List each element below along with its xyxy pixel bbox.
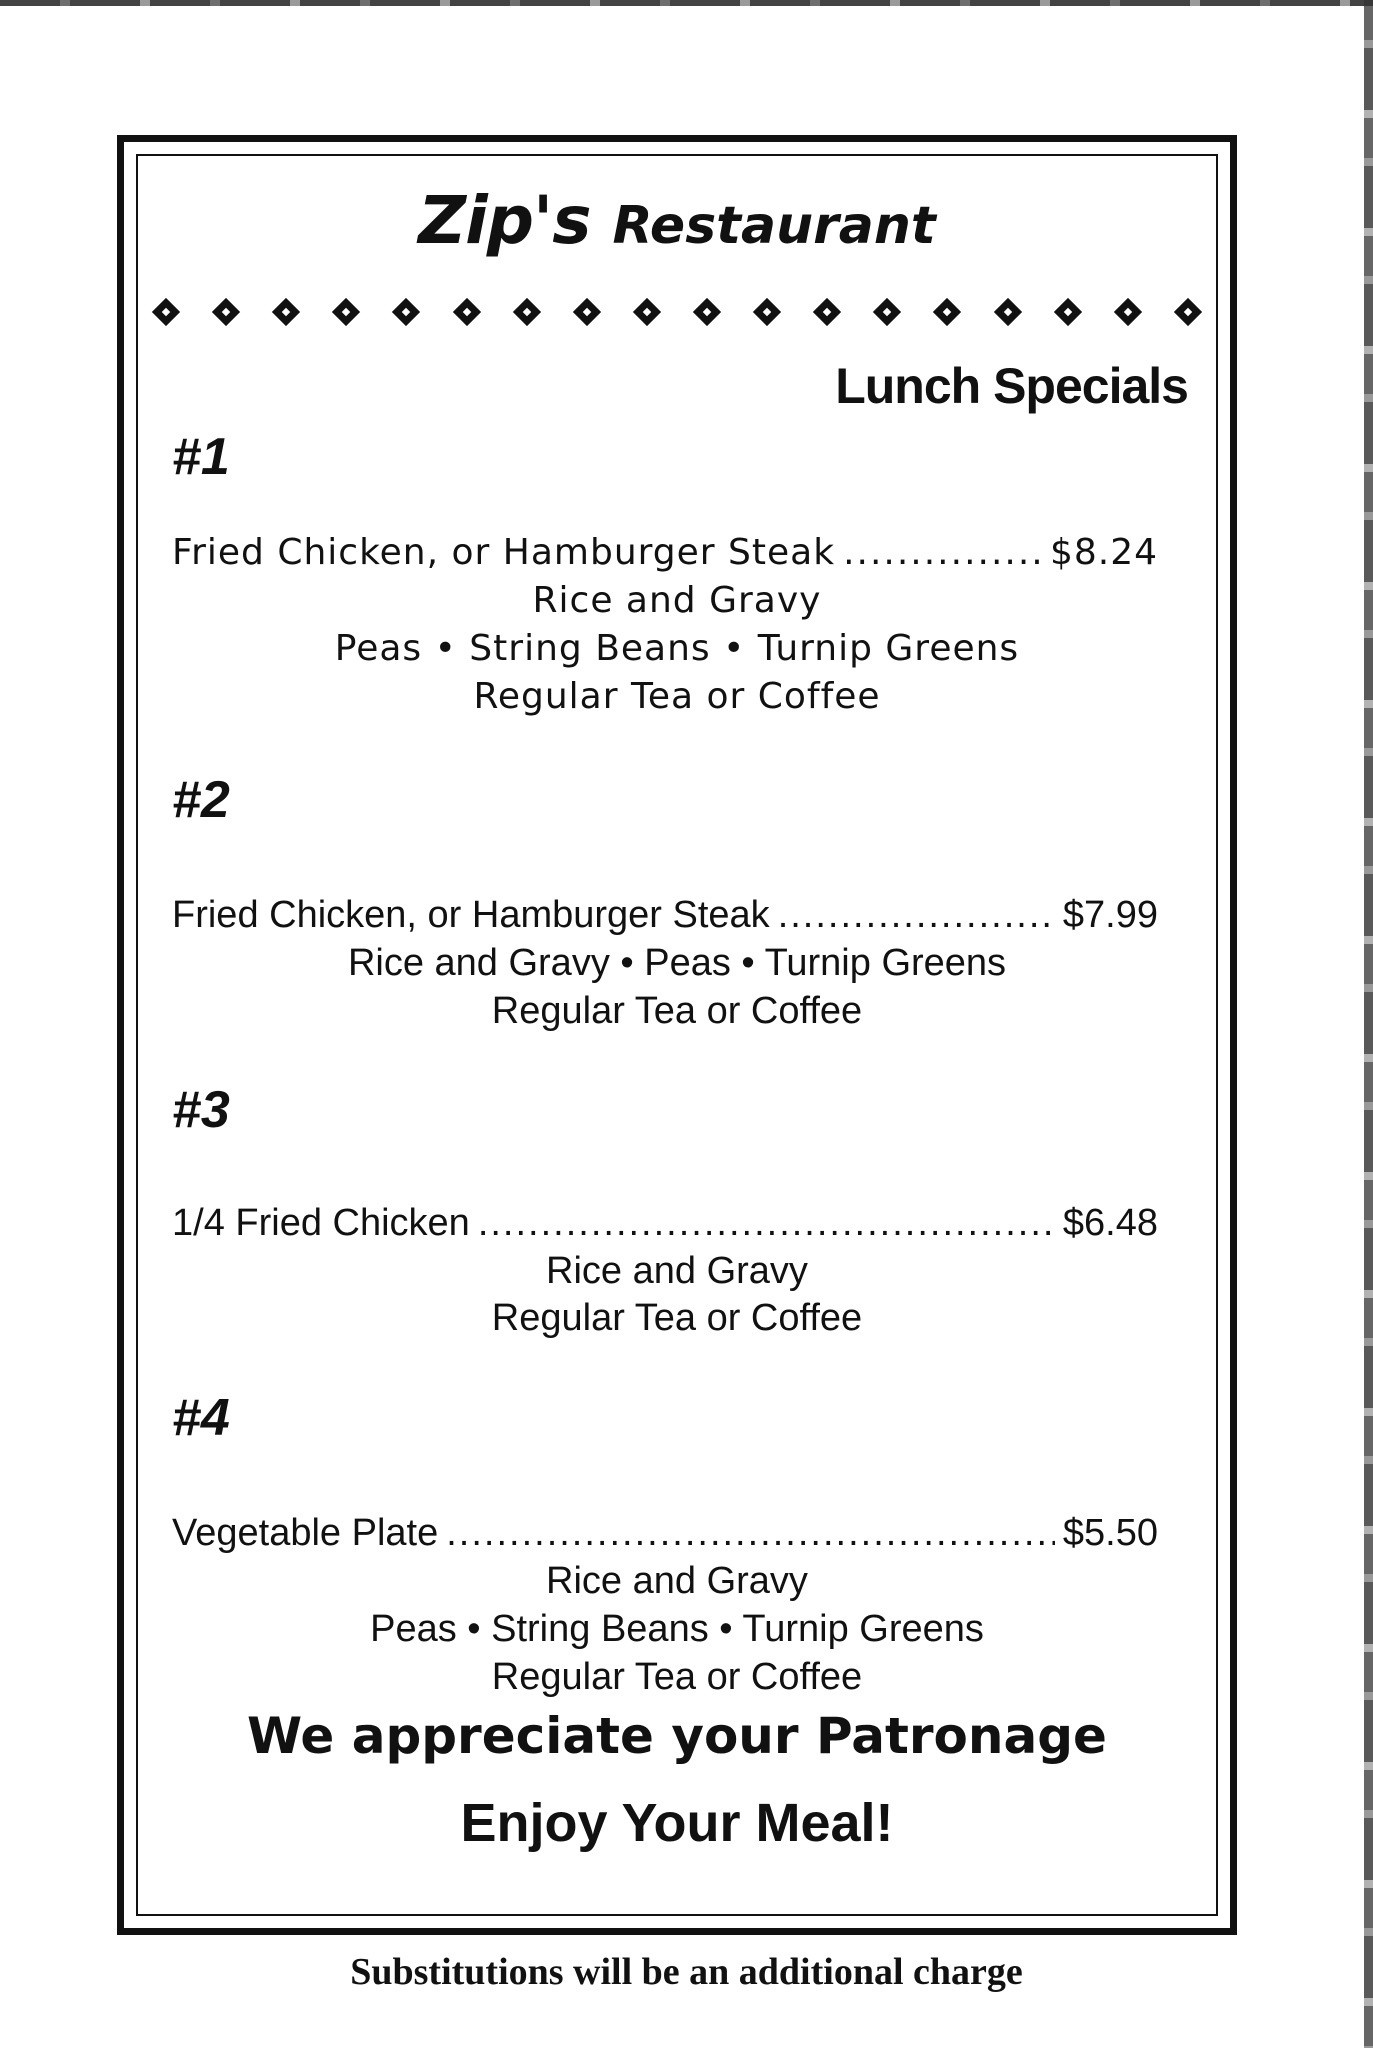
special-3-number: #3 xyxy=(172,1081,230,1139)
special-3-item-line xyxy=(172,1202,1158,1245)
diamond-ornament-icon xyxy=(933,298,961,326)
closing-patronage: We appreciate your Patronage xyxy=(247,1707,1107,1765)
leader-dots xyxy=(843,532,1042,573)
special-2-side-2: Regular Tea or Coffee xyxy=(491,990,863,1032)
restaurant-subtitle: Restaurant xyxy=(612,196,936,256)
diamond-ornament-icon xyxy=(813,298,841,326)
special-4-item: Vegetable Plate xyxy=(172,1512,439,1554)
diamond-ornament-icon xyxy=(1174,298,1202,326)
special-1-number: #1 xyxy=(172,428,230,486)
diamond-ornament-icon xyxy=(392,298,420,326)
diamond-ornament-icon xyxy=(212,298,240,326)
special-2-item-line xyxy=(172,894,1158,937)
special-4-item-line xyxy=(172,1512,1158,1555)
footer-note: Substitutions will be an additional charge xyxy=(350,1951,1023,1993)
special-3-item: 1/4 Fried Chicken xyxy=(172,1202,470,1244)
special-3-side-2: Regular Tea or Coffee xyxy=(491,1297,863,1339)
menu-frame xyxy=(117,135,1237,1935)
restaurant-name: Zip's xyxy=(418,182,591,259)
diamond-ornament-icon xyxy=(513,298,541,326)
diamond-ornament-icon xyxy=(1053,298,1081,326)
closing-enjoy: Enjoy Your Meal! xyxy=(460,1793,894,1853)
diamond-ornament-icon xyxy=(693,298,721,326)
scan-right-edge xyxy=(1364,0,1373,2048)
special-1-side-1: Rice and Gravy xyxy=(532,580,822,621)
diamond-ornament-icon xyxy=(873,298,901,326)
special-2-item: Fried Chicken, or Hamburger Steak xyxy=(172,894,770,936)
menu-header xyxy=(124,182,1230,259)
diamond-ornament-icon xyxy=(332,298,360,326)
leader-dots xyxy=(446,1512,1055,1555)
diamond-ornament-icon xyxy=(272,298,300,326)
special-4-side-3: Regular Tea or Coffee xyxy=(491,1656,863,1698)
section-title: Lunch Specials xyxy=(835,358,1188,414)
diamond-ornament-icon xyxy=(152,298,180,326)
special-4-side-2: Peas • String Beans • Turnip Greens xyxy=(370,1608,984,1650)
leader-dots xyxy=(478,1202,1055,1245)
scan-top-edge xyxy=(0,0,1373,6)
special-4-number: #4 xyxy=(172,1389,230,1447)
menu-inner-border xyxy=(136,154,1218,1916)
special-4-price: $5.50 xyxy=(1062,1512,1158,1554)
special-3-side-1: Rice and Gravy xyxy=(546,1250,808,1292)
diamond-ornament-icon xyxy=(633,298,661,326)
special-1-item: Fried Chicken, or Hamburger Steak xyxy=(172,532,836,573)
leader-dots xyxy=(778,894,1055,937)
special-2-price: $7.99 xyxy=(1062,894,1158,936)
diamond-ornament-icon xyxy=(452,298,480,326)
special-1-side-3: Regular Tea or Coffee xyxy=(473,676,881,717)
diamond-ornament-icon xyxy=(753,298,781,326)
diamond-ornament-icon xyxy=(993,298,1021,326)
special-1-item-line xyxy=(172,532,1158,573)
diamond-divider xyxy=(156,292,1198,332)
special-1-side-2: Peas • String Beans • Turnip Greens xyxy=(334,628,1020,669)
special-2-number: #2 xyxy=(172,771,230,829)
diamond-ornament-icon xyxy=(573,298,601,326)
special-1-price: $8.24 xyxy=(1049,532,1158,573)
special-3-price: $6.48 xyxy=(1062,1202,1158,1244)
special-2-side-1: Rice and Gravy • Peas • Turnip Greens xyxy=(347,942,1007,984)
diamond-ornament-icon xyxy=(1114,298,1142,326)
special-4-side-1: Rice and Gravy xyxy=(546,1560,808,1602)
